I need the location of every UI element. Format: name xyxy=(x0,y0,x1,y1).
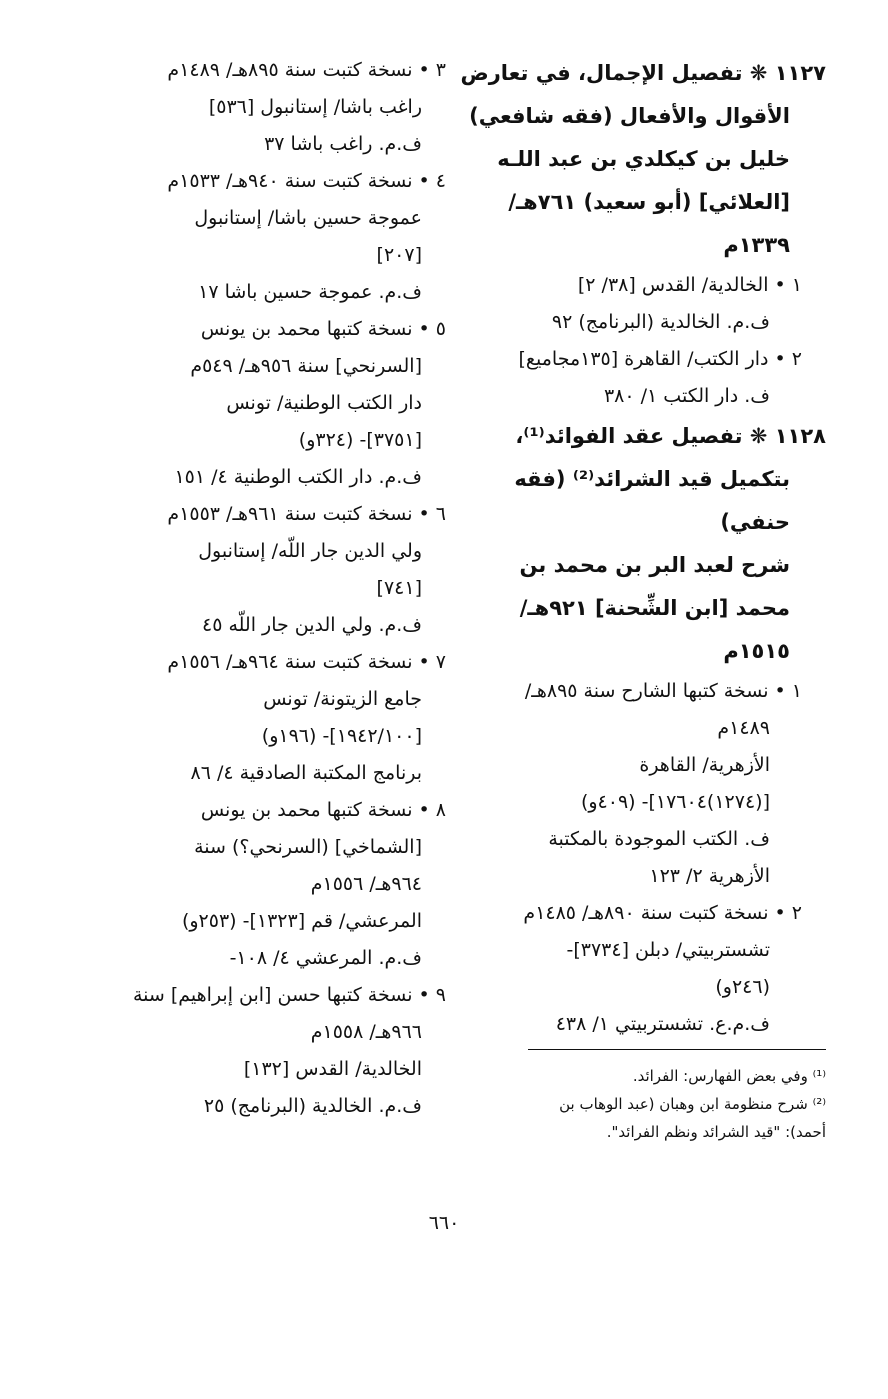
right-column-line: ١ • نسخة كتبها الشارح سنة ٨٩٥هـ/ xyxy=(524,680,802,702)
right-column-line: ٢ • نسخة كتبت سنة ٨٩٠هـ/ ١٤٨٥م xyxy=(523,902,802,924)
right-column-line: (٢٤٦و) xyxy=(715,976,770,998)
right-column-line: ٢ • دار الكتب/ القاهرة [١٣٥مجاميع] xyxy=(518,348,802,370)
left-column-line: [الشماخي] (السرنحي؟) سنة xyxy=(194,836,422,858)
left-column-line: ف.م. راغب باشا ٣٧ xyxy=(264,133,422,155)
left-column-line: ٩٦٦هـ/ ١٥٥٨م xyxy=(310,1021,422,1043)
right-column-line: ١٤٨٩م xyxy=(717,717,770,739)
right-column-line: [العلائي] (أبو سعيد) ٧٦١هـ/ xyxy=(508,190,790,214)
footnote-2: ⁽²⁾ شرح منظومة ابن وهبان (عبد الوهاب بن xyxy=(559,1095,826,1113)
left-column-line: ٤ • نسخة كتبت سنة ٩٤٠هـ/ ١٥٣٣م xyxy=(167,170,446,192)
page-number: ٦٦٠ xyxy=(428,1212,460,1234)
footnote-2-continued: أحمد): "قيد الشرائد ونظم الفرائد". xyxy=(606,1123,826,1141)
left-column-line: ف.م. الخالدية (البرنامج) ٢٥ xyxy=(203,1095,422,1117)
right-column-line: خليل بن كيكلدي بن عبد اللـه xyxy=(497,147,790,171)
right-column-line: تشستربيتي/ دبلن [٣٧٣٤]- xyxy=(566,939,770,961)
left-column-line: ف.م. ولي الدين جار اللّه ٤٥ xyxy=(201,614,422,636)
left-column-line: برنامج المكتبة الصادقية ٤/ ٨٦ xyxy=(190,762,422,784)
left-column-line: دار الكتب الوطنية/ تونس xyxy=(226,392,422,414)
left-column-line: [١٩٤٢/١٠٠]- (١٩٦و) xyxy=(261,725,422,747)
left-column-line: جامع الزيتونة/ تونس xyxy=(263,688,422,710)
right-column-line: الأزهرية/ القاهرة xyxy=(639,754,770,776)
right-column-line: ف. دار الكتب ١/ ٣٨٠ xyxy=(603,385,770,407)
footnote-1: ⁽¹⁾ وفي بعض الفهارس: الفرائد. xyxy=(632,1067,826,1085)
left-column-line: ولي الدين جار اللّه/ إستانبول xyxy=(198,540,422,562)
right-column-line: ف.م.ع. تشستربيتي ١/ ٤٣٨ xyxy=(555,1013,770,1035)
right-column-line: ١٣٣٩م xyxy=(723,233,790,257)
footnote-divider xyxy=(528,1049,826,1050)
right-column xyxy=(460,52,826,1043)
left-column-line: [٣٧٥١]- (٣٢٤و) xyxy=(298,429,422,451)
right-column-line: بتكميل قيد الشرائد⁽²⁾ (فقه xyxy=(514,467,790,491)
left-column-line: ٦ • نسخة كتبت سنة ٩٦١هـ/ ١٥٥٣م xyxy=(167,503,446,525)
left-column-line: المرعشي/ قم [١٣٢٣]- (٢٥٣و) xyxy=(181,910,422,932)
left-column-line: الخالدية/ القدس [١٣٢] xyxy=(243,1058,422,1080)
left-column-line: ف.م. عموجة حسين باشا ١٧ xyxy=(198,281,422,303)
left-column-line: [السرنحي] سنة ٩٥٦هـ/ ٥٤٩م xyxy=(190,355,422,377)
left-column-line: ف.م. المرعشي ٤/ ١٠٨- xyxy=(229,947,422,969)
left-column-line: راغب باشا/ إستانبول [٥٣٦] xyxy=(208,96,422,118)
left-column xyxy=(96,52,446,1125)
right-column-line: حنفي) xyxy=(720,510,790,534)
left-column-line: [٧٤١] xyxy=(376,577,422,599)
right-column-line: ١١٢٧ ❋ تفصيل الإجمال، في تعارض xyxy=(460,61,826,85)
left-column-line: عموجة حسين باشا/ إستانبول xyxy=(194,207,422,229)
left-column-line: ٨ • نسخة كتبها محمد بن يونس xyxy=(200,799,446,821)
left-column-line: ف.م. دار الكتب الوطنية ٤/ ١٥١ xyxy=(174,466,422,488)
right-column-line: ١ • الخالدية/ القدس [٣٨/ ٢] xyxy=(577,274,802,296)
left-column-line: ٧ • نسخة كتبت سنة ٩٦٤هـ/ ١٥٥٦م xyxy=(167,651,446,673)
left-column-line: [٢٠٧] xyxy=(376,244,422,266)
left-column-line: ٣ • نسخة كتبت سنة ٨٩٥هـ/ ١٤٨٩م xyxy=(167,59,446,81)
left-column-line: ٥ • نسخة كتبها محمد بن يونس xyxy=(200,318,446,340)
right-column-line: ١٥١٥م xyxy=(723,639,790,663)
right-column-line: الأقوال والأفعال (فقه شافعي) xyxy=(469,104,790,128)
right-column-line: ١١٢٨ ❋ تفصيل عقد الفوائد⁽¹⁾، xyxy=(515,424,826,448)
left-column-line: ٩٦٤هـ/ ١٥٥٦م xyxy=(310,873,422,895)
right-column-line: ف. الكتب الموجودة بالمكتبة xyxy=(548,828,770,850)
left-column-line: ٩ • نسخة كتبها حسن [ابن إبراهيم] سنة xyxy=(132,984,446,1006)
right-column-line: [(١٢٧٤)١٧٦٠٤]- (٤٠٩و) xyxy=(580,791,770,813)
right-column-line: محمد [ابن الشِّحنة] ٩٢١هـ/ xyxy=(519,596,790,620)
right-column-line: شرح لعبد البر بن محمد بن xyxy=(519,553,790,577)
footnotes xyxy=(496,1062,826,1146)
right-column-line: الأزهرية ٢/ ١٢٣ xyxy=(649,865,770,887)
right-column-line: ف.م. الخالدية (البرنامج) ٩٢ xyxy=(551,311,770,333)
